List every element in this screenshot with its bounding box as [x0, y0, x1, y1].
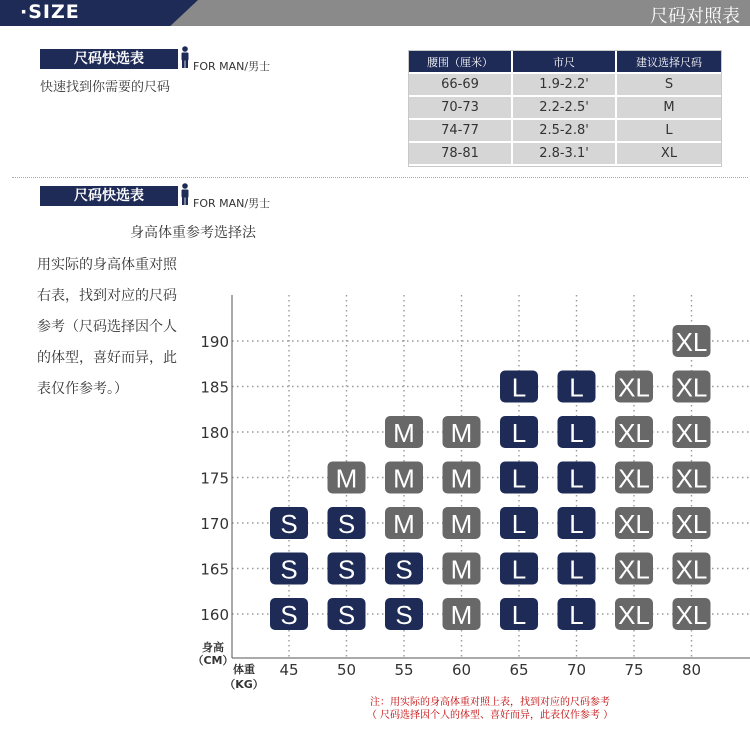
table-cell: 1.9-2.2'	[513, 74, 617, 97]
table-cell: M	[617, 97, 721, 120]
for-man-label: FOR MAN/男士	[193, 60, 271, 73]
section1-subtitle: 快速找到你需要的尺码	[40, 80, 171, 95]
size-cell-label: S	[337, 600, 356, 630]
size-cell-label: XL	[618, 418, 650, 448]
table-cell: 70-73	[409, 97, 513, 120]
size-cell-label: M	[450, 463, 473, 494]
table-header-chi: 市尺	[513, 51, 617, 74]
x-tick-label: 55	[394, 661, 414, 679]
header-chart-title: 尺码对照表	[650, 6, 740, 27]
y-axis-label: 身高	[202, 641, 224, 654]
table-cell: 2.8-3.1'	[513, 143, 617, 166]
size-cell-label: L	[569, 372, 584, 403]
y-tick-label: 160	[200, 606, 229, 624]
chart-note-line2: （ 尺码选择因个人的体型、喜好而异，此表仅作参考 ）	[366, 710, 614, 721]
x-tick-label: 50	[336, 661, 357, 679]
size-cell-label: L	[511, 418, 527, 448]
size-cell-label: XL	[618, 463, 650, 494]
description-line: 用实际的身高体重对照	[37, 257, 177, 273]
x-axis-label: 体重	[233, 663, 255, 676]
size-cell-label: XL	[618, 372, 650, 403]
table-header-size: 建议选择尺码	[617, 51, 721, 74]
y-tick-label: 190	[200, 333, 229, 351]
y-tick-label: 185	[200, 378, 229, 397]
size-cell-label: L	[511, 509, 527, 539]
size-cell-label: L	[511, 554, 527, 585]
size-cell-label: S	[337, 509, 356, 539]
chart-note-line1: 注：用实际的身高体重对照上表，找到对应的尺码参考	[370, 697, 610, 708]
x-tick-label: 45	[279, 661, 299, 679]
y-tick-label: 180	[200, 424, 229, 442]
size-cell-label: XL	[675, 372, 708, 403]
size-cell-label: XL	[675, 418, 708, 448]
size-cell-label: L	[511, 372, 527, 403]
table-header-waist: 腰围（厘米）	[409, 51, 513, 74]
size-cell-label: S	[337, 554, 356, 585]
size-cell-label: XL	[675, 554, 708, 585]
y-axis-unit: （CM）	[192, 654, 234, 667]
y-tick-label: 170	[200, 515, 229, 533]
size-cell-label: XL	[675, 463, 708, 494]
x-tick-label: 80	[681, 661, 702, 679]
table-cell: XL	[617, 143, 721, 166]
table-cell: 2.2-2.5'	[513, 97, 617, 120]
size-cell-label: M	[393, 509, 415, 539]
size-cell-label: L	[569, 509, 584, 539]
table-cell: S	[617, 74, 721, 97]
size-cell-label: M	[450, 600, 473, 630]
size-cell-label: XL	[675, 509, 708, 539]
table-cell: 74-77	[409, 120, 513, 143]
size-cell-label: L	[569, 463, 584, 494]
section1-tag: 尺码快选表	[40, 49, 178, 69]
size-cell-label: XL	[675, 600, 708, 630]
x-tick-label: 75	[624, 661, 644, 679]
section2-tag: 尺码快选表	[40, 186, 178, 206]
y-tick-label: 165	[200, 560, 229, 579]
size-cell-label: M	[393, 418, 415, 448]
size-cell-label: L	[511, 463, 527, 494]
table-cell: L	[617, 120, 721, 143]
x-tick-label: 65	[509, 661, 529, 679]
table-cell: 66-69	[409, 74, 513, 97]
size-cell-label: XL	[618, 600, 650, 630]
description-line: 参考（尺码选择因个人	[37, 319, 177, 335]
for-man-label: FOR MAN/男士	[193, 197, 271, 210]
x-axis-unit: （KG）	[224, 678, 264, 691]
description-line: 的体型，喜好而异，此	[37, 350, 177, 366]
size-cell-label: S	[280, 509, 298, 539]
size-cell-label: L	[569, 418, 584, 448]
size-cell-label: S	[395, 554, 413, 585]
size-cell-label: S	[280, 554, 298, 585]
table-cell: 78-81	[409, 143, 513, 166]
description-line: 表仅作参考。）	[37, 381, 128, 397]
x-tick-label: 60	[451, 661, 472, 679]
size-cell-label: XL	[618, 509, 650, 539]
size-cell-label: L	[511, 600, 527, 630]
size-cell-label: XL	[618, 554, 650, 585]
y-tick-label: 175	[200, 469, 229, 488]
size-cell-label: S	[280, 600, 298, 630]
size-cell-label: L	[569, 600, 584, 630]
size-cell-label: M	[450, 554, 473, 585]
chart-title: 身高体重参考选择法	[130, 225, 256, 241]
size-cell-label: M	[450, 418, 473, 448]
description-line: 右表，找到对应的尺码	[37, 288, 177, 304]
size-cell-label: L	[569, 554, 584, 585]
size-cell-label: S	[395, 600, 413, 630]
size-cell-label: M	[393, 463, 415, 494]
size-cell-label: M	[335, 463, 358, 494]
x-tick-label: 70	[566, 661, 587, 679]
table-cell: 2.5-2.8'	[513, 120, 617, 143]
size-cell-label: M	[450, 509, 473, 539]
header-size-title: ·SIZE	[20, 1, 80, 23]
size-cell-label: XL	[675, 327, 708, 357]
